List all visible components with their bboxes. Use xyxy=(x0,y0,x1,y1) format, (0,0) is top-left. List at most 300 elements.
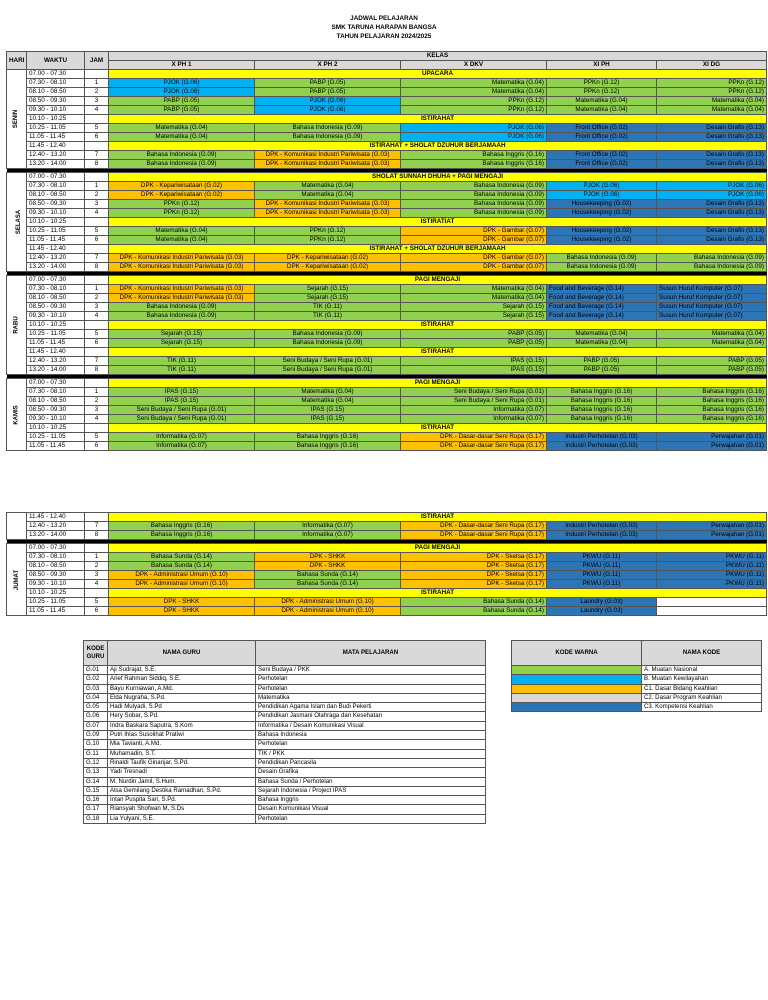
teacher-row xyxy=(84,684,486,693)
selasa-row-5 xyxy=(7,227,767,236)
lesson-cell: Food and Beverage (G.14) xyxy=(547,303,657,312)
lesson-cell: Sejarah (G.15) xyxy=(255,294,401,303)
header-hari: HARI xyxy=(7,52,27,70)
teacher-row xyxy=(84,712,486,721)
lesson-cell: Matematika (G.04) xyxy=(657,339,767,348)
legend-label: C3. Kompetensi Keahlian xyxy=(642,703,762,712)
teacher-subject: Perhotelan xyxy=(256,684,486,693)
time-cell: 08.10 - 08.50 xyxy=(27,397,85,406)
lesson-cell: Seni Budaya / Seni Rupa (G.01) xyxy=(255,366,401,375)
time-cell: 08.50 - 09.30 xyxy=(27,406,85,415)
header-kode-guru: KODE GURU xyxy=(84,641,108,666)
lesson-cell: Susun Huruf Komputer (G.07) xyxy=(657,285,767,294)
legend-swatch xyxy=(512,703,642,712)
selasa-break-1 xyxy=(7,218,767,227)
lesson-cell: Bahasa Inggris (G.16) xyxy=(401,160,547,169)
time-cell: 13.20 - 14.00 xyxy=(27,263,85,272)
senin-row-7 xyxy=(7,151,767,160)
lesson-cell: Perwajahan (G.01) xyxy=(657,442,767,451)
lesson-cell: Matematika (G.04) xyxy=(401,88,547,97)
jumat-row-opening xyxy=(7,544,767,553)
schedule-table-part-2 xyxy=(6,512,767,616)
lesson-cell: PJOK (G.06) xyxy=(657,191,767,200)
lesson-cell: Perwajahan (G.01) xyxy=(657,522,767,531)
teacher-row xyxy=(84,693,486,702)
legend-swatch xyxy=(512,675,642,684)
teacher-table xyxy=(83,640,486,824)
lesson-cell: Bahasa Indonesia (G.09) xyxy=(109,303,255,312)
lesson-cell: Front Office (G.02) xyxy=(547,151,657,160)
lesson-cell: Housekeeping (G.02) xyxy=(547,200,657,209)
lesson-cell: Bahasa Indonesia (G.09) xyxy=(401,191,547,200)
jumat-row-6 xyxy=(7,607,767,616)
teacher-name: Indra Baskara Saputra, S.Kom xyxy=(108,721,256,730)
lesson-cell: Informatika (G.07) xyxy=(109,433,255,442)
teacher-subject: Pendidikan Pancasila xyxy=(256,758,486,767)
time-cell: 07.00 - 07.30 xyxy=(27,173,85,182)
jam-cell xyxy=(85,348,109,357)
kamis-row-1 xyxy=(7,388,767,397)
legend-row xyxy=(512,693,762,702)
time-cell: 11.05 - 11.45 xyxy=(27,339,85,348)
jam-cell xyxy=(85,70,109,79)
lesson-cell: Bahasa Inggris (G.16) xyxy=(401,151,547,160)
lesson-cell: Bahasa Indonesia (G.09) xyxy=(255,124,401,133)
teacher-row xyxy=(84,703,486,712)
lesson-cell: Seni Budaya / Seni Rupa (G.01) xyxy=(109,406,255,415)
lesson-cell: Industri Perhotelan (G.03) xyxy=(547,522,657,531)
lesson-cell: DPK - SHKK xyxy=(109,607,255,616)
lesson-cell: DPK - Gambar (G.07) xyxy=(401,263,547,272)
teacher-name: Hery Sobar, S.Pd. xyxy=(108,712,256,721)
senin-istirahat-sholat: ISTIRAHAT + SHOLAT DZUHUR BERJAMAAH xyxy=(109,142,767,151)
time-cell: 11.05 - 11.45 xyxy=(27,442,85,451)
time-cell: 12.40 - 13.20 xyxy=(27,151,85,160)
kamis-row-3 xyxy=(7,406,767,415)
rabu-row-1 xyxy=(7,285,767,294)
lesson-cell: PABP (G.05) xyxy=(657,357,767,366)
kamis-istirahat-2: ISTIRAHAT xyxy=(109,513,767,522)
teacher-name: Arief Rahman Siddiq, S.E. xyxy=(108,675,256,684)
lesson-cell: Bahasa Indonesia (G.09) xyxy=(401,200,547,209)
time-cell: 10.25 - 11.05 xyxy=(27,124,85,133)
header-mata-pelajaran: MATA PELAJARAN xyxy=(256,641,486,666)
lesson-cell: DPK - Administrasi Umum (G.10) xyxy=(109,571,255,580)
senin-row-1 xyxy=(7,79,767,88)
lesson-cell: IPAS (G.15) xyxy=(401,357,547,366)
lesson-cell: Industri Perhotelan (G.03) xyxy=(547,531,657,540)
time-cell: 09.30 - 10.10 xyxy=(27,580,85,589)
lesson-cell: Bahasa Inggris (G.16) xyxy=(657,397,767,406)
header-class-xph1: X PH 1 xyxy=(109,61,255,70)
lesson-cell: Susun Huruf Komputer (G.07) xyxy=(657,303,767,312)
lesson-cell: Laundry (G.03) xyxy=(547,598,657,607)
lesson-cell: Informatika (G.07) xyxy=(109,442,255,451)
lesson-cell: PABP (G.05) xyxy=(401,330,547,339)
time-cell: 08.10 - 08.50 xyxy=(27,294,85,303)
jam-cell xyxy=(85,173,109,182)
lesson-cell: Bahasa Inggris (G.16) xyxy=(547,406,657,415)
header-row-2 xyxy=(7,61,767,70)
lesson-cell: Front Office (G.02) xyxy=(547,133,657,142)
legend-label: B. Muatan Kewilayahan xyxy=(642,675,762,684)
teacher-code: G.11 xyxy=(84,749,108,758)
rabu-istirahat: ISTIRAHAT xyxy=(109,321,767,330)
teacher-name: M. Nurdin Jamil, S.Hum. xyxy=(108,777,256,786)
header-class-xiph: XI PH xyxy=(547,61,657,70)
teacher-name: Bayu Kurniawan, A.Md. xyxy=(108,684,256,693)
selasa-row-8 xyxy=(7,263,767,272)
lesson-cell: TIK (G.11) xyxy=(255,312,401,321)
jam-cell xyxy=(85,115,109,124)
jam-cell: 2 xyxy=(85,562,109,571)
jam-cell: 4 xyxy=(85,580,109,589)
time-cell: 08.50 - 09.30 xyxy=(27,97,85,106)
header-class-xidg: XI DG xyxy=(657,61,767,70)
lesson-cell: Matematika (G.04) xyxy=(255,191,401,200)
time-cell: 09.30 - 10.10 xyxy=(27,209,85,218)
teacher-name: Riansyah Shofwan M, S.Ds xyxy=(108,805,256,814)
jam-cell: 1 xyxy=(85,388,109,397)
jam-cell xyxy=(85,513,109,522)
lesson-cell: Laundry (G.03) xyxy=(547,607,657,616)
teacher-code: G.14 xyxy=(84,777,108,786)
lesson-cell: PPKn (G.12) xyxy=(109,200,255,209)
selasa-istirahat: ISTIRATIAT xyxy=(109,218,767,227)
teacher-subject: Seni Budaya / PKK xyxy=(256,666,486,675)
jam-cell: 5 xyxy=(85,598,109,607)
lesson-cell: DPK - Kepariwisataan (G.02) xyxy=(109,191,255,200)
senin-upacara: UPACARA xyxy=(109,70,767,79)
lesson-cell: Matematika (G.04) xyxy=(109,227,255,236)
time-cell: 07.30 - 08.10 xyxy=(27,285,85,294)
time-cell: 08.50 - 09.30 xyxy=(27,571,85,580)
teacher-name: Mia Tavianti, A.Md. xyxy=(108,740,256,749)
senin-istirahat: ISTIRAHAT xyxy=(109,115,767,124)
header-waktu: WAKTU xyxy=(27,52,85,70)
header-kelas: KELAS xyxy=(109,52,767,61)
legend-row xyxy=(512,675,762,684)
lesson-cell: PPKn (G.12) xyxy=(255,227,401,236)
lesson-cell: PJOK (G.06) xyxy=(255,106,401,115)
jam-cell: 1 xyxy=(85,285,109,294)
teacher-row xyxy=(84,675,486,684)
time-cell: 08.10 - 08.50 xyxy=(27,88,85,97)
jam-cell: 8 xyxy=(85,160,109,169)
lesson-cell: PABP (G.05) xyxy=(547,366,657,375)
time-cell: 10.25 - 11.05 xyxy=(27,598,85,607)
jam-cell xyxy=(85,218,109,227)
lesson-cell: TIK (G.11) xyxy=(255,303,401,312)
legend-swatch xyxy=(512,666,642,675)
time-cell: 07.30 - 08.10 xyxy=(27,388,85,397)
jam-cell: 2 xyxy=(85,88,109,97)
teacher-name: Yadi Tresnadi xyxy=(108,768,256,777)
day-label-selasa: SELASA xyxy=(7,173,27,272)
lesson-cell: Desain Grafis (G.13) xyxy=(657,227,767,236)
lesson-cell: Sejarah (G.15) xyxy=(401,303,547,312)
header-nama-kode: NAMA KODE xyxy=(642,641,762,666)
teacher-row xyxy=(84,749,486,758)
rabu-row-opening xyxy=(7,276,767,285)
jam-cell: 3 xyxy=(85,303,109,312)
jam-cell: 4 xyxy=(85,415,109,424)
lesson-cell: Seni Budaya / Seni Rupa (G.01) xyxy=(109,415,255,424)
header-row-1 xyxy=(7,52,767,61)
lesson-cell: DPK - Komunikasi Industri Pariwisata (G.03) xyxy=(255,160,401,169)
selasa-row-6 xyxy=(7,236,767,245)
time-cell: 08.50 - 09.30 xyxy=(27,200,85,209)
lesson-cell: PABP (G.05) xyxy=(109,97,255,106)
kamis-istirahat: ISTIRAHAT xyxy=(109,424,767,433)
lesson-cell: DPK - Kepariwisataan (G.02) xyxy=(255,263,401,272)
selasa-row-2 xyxy=(7,191,767,200)
selasa-istirahat-sholat: ISTIRAHAT + SHOLAT DZUHUR BERJAMAAH xyxy=(109,245,767,254)
title-line-2: SMK TARUNA HARAPAN BANGSA xyxy=(331,24,437,31)
kamis-row-4 xyxy=(7,415,767,424)
teacher-name: Rinaldi Taufik Ginanjar, S.Pd. xyxy=(108,758,256,767)
lesson-cell: DPK - Sketsa (G.17) xyxy=(401,580,547,589)
lesson-cell: DPK - Komunikasi Industri Pariwisata (G.03) xyxy=(109,254,255,263)
jam-cell: 5 xyxy=(85,227,109,236)
jam-cell xyxy=(85,321,109,330)
lesson-cell: Desain Grafis (G.13) xyxy=(657,160,767,169)
senin-row-4 xyxy=(7,106,767,115)
lesson-cell: Bahasa Indonesia (G.09) xyxy=(657,254,767,263)
lesson-cell: Matematika (G.04) xyxy=(255,388,401,397)
teacher-subject: Perhotelan xyxy=(256,740,486,749)
time-cell: 07.00 - 07.30 xyxy=(27,70,85,79)
lesson-cell: PJOK (G.06) xyxy=(401,133,547,142)
lesson-cell: Bahasa Inggris (G.16) xyxy=(109,531,255,540)
lesson-cell: Bahasa Sunda (G.14) xyxy=(255,571,401,580)
teacher-row xyxy=(84,731,486,740)
lesson-cell: DPK - Dasar-dasar Seni Rupa (G.17) xyxy=(401,522,547,531)
header-jam: JAM xyxy=(85,52,109,70)
teacher-subject: Desain Komunikasi Visual xyxy=(256,805,486,814)
teacher-subject: Perhotelan xyxy=(256,814,486,823)
time-cell: 11.45 - 12.40 xyxy=(27,513,85,522)
lesson-cell: Susun Huruf Komputer (G.07) xyxy=(657,294,767,303)
lesson-cell: Matematika (G.04) xyxy=(547,97,657,106)
teacher-name: Hadi Mulyadi, S.Pd xyxy=(108,703,256,712)
kamis-row-7 xyxy=(7,522,767,531)
lesson-cell: Perwajahan (G.01) xyxy=(657,531,767,540)
lesson-cell: Susun Huruf Komputer (G.07) xyxy=(657,312,767,321)
legend-label: C1. Dasar Bidang Keahlian xyxy=(642,684,762,693)
lesson-cell: PKWU (G.11) xyxy=(547,580,657,589)
time-cell: 08.50 - 09.30 xyxy=(27,303,85,312)
lesson-cell: PKWU (G.11) xyxy=(547,562,657,571)
lesson-cell: Housekeeping (G.02) xyxy=(547,227,657,236)
rabu-row-6 xyxy=(7,339,767,348)
jam-cell: 8 xyxy=(85,263,109,272)
teacher-name: Putri Ihlas Susolihat Pratiwi xyxy=(108,731,256,740)
lesson-cell: Matematika (G.04) xyxy=(547,106,657,115)
jam-cell xyxy=(85,379,109,388)
lesson-cell: Desain Grafis (G.13) xyxy=(657,209,767,218)
lesson-cell: Informatika (G.07) xyxy=(401,406,547,415)
teacher-row xyxy=(84,805,486,814)
lesson-cell: Bahasa Inggris (G.16) xyxy=(255,442,401,451)
lesson-cell-empty xyxy=(657,598,767,607)
lesson-cell: DPK - Komunikasi Industri Pariwisata (G.03) xyxy=(109,294,255,303)
teacher-row xyxy=(84,814,486,823)
selasa-row-1 xyxy=(7,182,767,191)
teacher-table-header xyxy=(84,641,486,666)
rabu-row-7 xyxy=(7,357,767,366)
lesson-cell: PJOK (G.06) xyxy=(255,97,401,106)
teacher-name: Muhamadin, S.T. xyxy=(108,749,256,758)
jam-cell xyxy=(85,276,109,285)
lesson-cell: Sejarah (G.15) xyxy=(401,312,547,321)
lesson-cell: Bahasa Sunda (G.14) xyxy=(401,598,547,607)
jumat-break-1 xyxy=(7,589,767,598)
jam-cell: 5 xyxy=(85,330,109,339)
lesson-cell: Informatika (G.07) xyxy=(401,415,547,424)
lesson-cell: PKWU (G.11) xyxy=(657,571,767,580)
lesson-cell: Bahasa Indonesia (G.09) xyxy=(109,151,255,160)
lesson-cell: Matematika (G.04) xyxy=(547,339,657,348)
jam-cell xyxy=(85,245,109,254)
color-legend-table xyxy=(511,640,762,712)
lesson-cell: Seni Budaya / Seni Rupa (G.01) xyxy=(255,357,401,366)
jam-cell: 6 xyxy=(85,442,109,451)
lesson-cell: Bahasa Indonesia (G.09) xyxy=(401,209,547,218)
lesson-cell: Matematika (G.04) xyxy=(401,285,547,294)
teacher-code: G.09 xyxy=(84,731,108,740)
lesson-cell: DPK - Gambar (G.07) xyxy=(401,236,547,245)
legend-row xyxy=(512,703,762,712)
lesson-cell: Desain Grafis (G.13) xyxy=(657,124,767,133)
lesson-cell: Bahasa Inggris (G.16) xyxy=(547,397,657,406)
lesson-cell: Perwajahan (G.01) xyxy=(657,433,767,442)
schedule-table-part-1 xyxy=(6,51,767,451)
rabu-break-2 xyxy=(7,348,767,357)
lesson-cell: DPK - Komunikasi Industri Pariwisata (G.03) xyxy=(255,151,401,160)
time-cell: 11.05 - 11.45 xyxy=(27,607,85,616)
teacher-code: G.03 xyxy=(84,684,108,693)
lesson-cell: PPKn (G.12) xyxy=(657,79,767,88)
jam-cell: 3 xyxy=(85,571,109,580)
lesson-cell: DPK - Kepariwisataan (G.02) xyxy=(109,182,255,191)
lesson-cell: Matematika (G.04) xyxy=(109,133,255,142)
document-title xyxy=(0,14,768,41)
time-cell: 13.20 - 14.00 xyxy=(27,160,85,169)
time-cell: 09.30 - 10.10 xyxy=(27,415,85,424)
lesson-cell: Bahasa Sunda (G.14) xyxy=(401,607,547,616)
teacher-code: G.16 xyxy=(84,796,108,805)
teacher-subject: Bahasa Inggris xyxy=(256,796,486,805)
lesson-cell: DPK - SHKK xyxy=(109,598,255,607)
jam-cell xyxy=(85,589,109,598)
time-cell: 09.30 - 10.10 xyxy=(27,312,85,321)
time-cell: 12.40 - 13.20 xyxy=(27,522,85,531)
kamis-opening: PAGI MENGAJI xyxy=(109,379,767,388)
jam-cell: 2 xyxy=(85,397,109,406)
legend-label: C2. Dasar Program Keahlian xyxy=(642,693,762,702)
lesson-cell: Housekeeping (G.02) xyxy=(547,236,657,245)
lesson-cell: DPK - SHKK xyxy=(255,553,401,562)
senin-row-5 xyxy=(7,124,767,133)
teacher-code: G.15 xyxy=(84,786,108,795)
header-nama-guru: NAMA GURU xyxy=(108,641,256,666)
time-cell: 11.05 - 11.45 xyxy=(27,236,85,245)
teacher-subject: Bahasa Sunda / Perhotelan xyxy=(256,777,486,786)
time-cell: 12.40 - 13.20 xyxy=(27,254,85,263)
jumat-row-2 xyxy=(7,562,767,571)
jam-cell: 7 xyxy=(85,357,109,366)
lesson-cell: DPK - Sketsa (G.17) xyxy=(401,562,547,571)
header-kode-warna: KODE WARNA xyxy=(512,641,642,666)
day-label-senin: SENIN xyxy=(7,70,27,169)
lesson-cell: Front Office (G.02) xyxy=(547,160,657,169)
lesson-cell: DPK - Dasar-dasar Seni Rupa (G.17) xyxy=(401,531,547,540)
lesson-cell: PJOK (G.06) xyxy=(547,191,657,200)
jam-cell: 2 xyxy=(85,294,109,303)
lesson-cell: Bahasa Inggris (G.16) xyxy=(255,433,401,442)
jam-cell: 6 xyxy=(85,236,109,245)
lesson-cell: IPAS (G.15) xyxy=(109,388,255,397)
teacher-subject: Desain Grafika xyxy=(256,768,486,777)
rabu-opening: PAGI MENGAJI xyxy=(109,276,767,285)
lesson-cell: PPKn (G.12) xyxy=(547,79,657,88)
time-cell: 08.10 - 08.50 xyxy=(27,191,85,200)
teacher-code: G.12 xyxy=(84,758,108,767)
senin-row-2 xyxy=(7,88,767,97)
kamis-break-1 xyxy=(7,424,767,433)
lesson-cell: Food and Beverage (G.14) xyxy=(547,285,657,294)
lesson-cell: Bahasa Indonesia (G.09) xyxy=(657,263,767,272)
lesson-cell: Bahasa Inggris (G.16) xyxy=(547,388,657,397)
lesson-cell: PABP (G.05) xyxy=(109,106,255,115)
lesson-cell: PPKn (G.12) xyxy=(401,106,547,115)
lesson-cell: Front Office (G.02) xyxy=(547,124,657,133)
lesson-cell-empty xyxy=(657,607,767,616)
time-cell: 10.25 - 11.05 xyxy=(27,227,85,236)
lesson-cell: Bahasa Indonesia (G.09) xyxy=(255,133,401,142)
rabu-row-8 xyxy=(7,366,767,375)
lesson-cell: PJOK (G.06) xyxy=(547,182,657,191)
lesson-cell: IPAS (G.15) xyxy=(255,406,401,415)
lesson-cell: PKWU (G.11) xyxy=(657,553,767,562)
lesson-cell: DPK - Administrasi Umum (G.10) xyxy=(109,580,255,589)
lesson-cell: DPK - Sketsa (G.17) xyxy=(401,571,547,580)
lesson-cell: Matematika (G.04) xyxy=(657,106,767,115)
lesson-cell: Bahasa Indonesia (G.09) xyxy=(255,339,401,348)
teacher-subject: Pendidikan Agama Islam dan Budi Pekerti xyxy=(256,703,486,712)
jam-cell: 7 xyxy=(85,522,109,531)
lesson-cell: IPAS (G.15) xyxy=(255,415,401,424)
time-cell: 13.20 - 14.00 xyxy=(27,531,85,540)
lesson-cell: Food and Beverage (G.14) xyxy=(547,294,657,303)
lesson-cell: DPK - Administrasi Umum (G.10) xyxy=(255,598,401,607)
day-label-rabu: RABU xyxy=(7,276,27,375)
selasa-row-3 xyxy=(7,200,767,209)
lesson-cell: Matematika (G.04) xyxy=(109,236,255,245)
lesson-cell: PPKn (G.12) xyxy=(547,88,657,97)
jam-cell: 1 xyxy=(85,182,109,191)
senin-break-1 xyxy=(7,115,767,124)
lesson-cell: PKWU (G.11) xyxy=(657,580,767,589)
time-cell: 10.25 - 11.05 xyxy=(27,330,85,339)
jam-cell: 2 xyxy=(85,191,109,200)
teacher-subject: Pendidikan Jasmani Olahraga dan Kesehatan xyxy=(256,712,486,721)
lesson-cell: Desain Grafis (G.13) xyxy=(657,200,767,209)
teacher-code: G.04 xyxy=(84,693,108,702)
rabu-row-3 xyxy=(7,303,767,312)
teacher-subject: TIK / PKK xyxy=(256,749,486,758)
